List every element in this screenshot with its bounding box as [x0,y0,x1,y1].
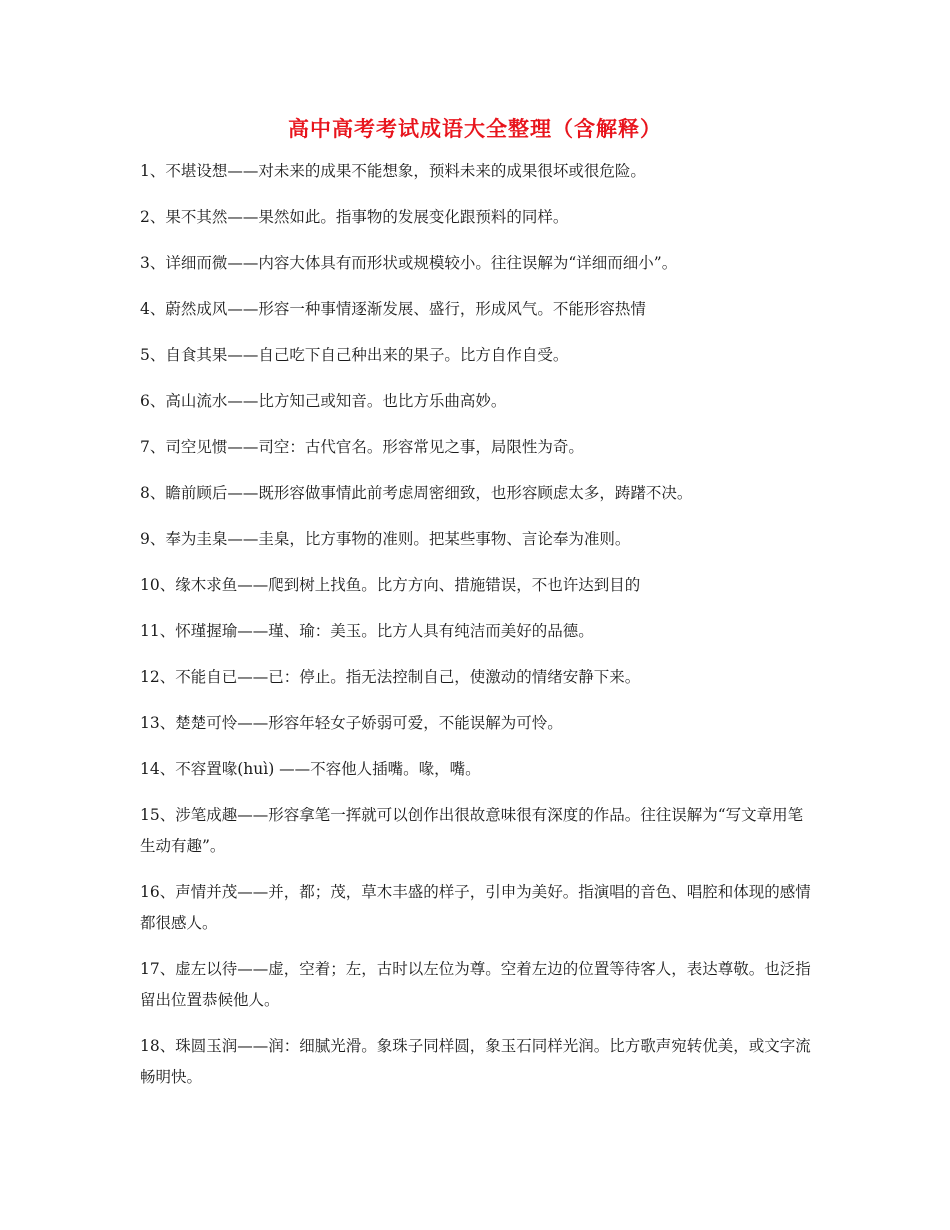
idiom-entry: 5、自食其果——自己吃下自己种出来的果子。比方自作自受。 [140,346,569,364]
idiom-entry: 9、奉为圭臬——圭臬，比方事物的准则。把某些事物、言论奉为准则。 [140,530,631,548]
idiom-entry: 10、缘木求鱼——爬到树上找鱼。比方方向、措施错误，不也许达到目的 [140,576,641,594]
idiom-entry: 7、司空见惯——司空：古代官名。形容常见之事，局限性为奇。 [140,438,584,456]
idiom-list [140,156,815,1108]
idiom-entry: 1、不堪设想——对未来的成果不能想象，预料未来的成果很坏或很危险。 [140,162,646,180]
idiom-entry: 16、声情并茂——并，都；茂，草木丰盛的样子，引申为美好。指演唱的音色、唱腔和体现的感情都很感人。 [140,883,811,932]
idiom-entry: 11、怀瑾握瑜——瑾、瑜：美玉。比方人具有纯洁而美好的品德。 [140,622,594,640]
idiom-entry: 6、高山流水——比方知己或知音。也比方乐曲高妙。 [140,392,507,410]
idiom-entry: 8、瞻前顾后——既形容做事情此前考虑周密细致，也形容顾虑太多，踌躇不决。 [140,484,693,502]
idiom-entry: 12、不能自已——已：停止。指无法控制自己，使激动的情绪安静下来。 [140,668,641,686]
idiom-entry: 3、详细而微——内容大体具有而形状或规模较小。往往误解为“详细而细小”。 [140,254,678,272]
idiom-entry: 2、果不其然——果然如此。指事物的发展变化跟预料的同样。 [140,208,569,226]
idiom-entry: 17、虚左以待——虚，空着；左，古时以左位为尊。空着左边的位置等待客人，表达尊敬。也泛指留出位置恭候他人。 [140,960,811,1009]
idiom-entry: 18、珠圆玉润——润：细腻光滑。象珠子同样圆，象玉石同样光润。比方歌声宛转优美，或文字流畅明快。 [140,1037,811,1086]
idiom-entry: 13、楚楚可怜——形容年轻女子娇弱可爱，不能误解为可怜。 [140,714,563,732]
idiom-entry: 14、不容置喙(huì) ——不容他人插嘴。喙，嘴。 [140,760,481,778]
idiom-entry: 4、蔚然成风——形容一种事情逐渐发展、盛行，形成风气。不能形容热情 [140,300,646,318]
idiom-entry: 15、涉笔成趣——形容拿笔一挥就可以创作出很故意味很有深度的作品。往往误解为“写文章用笔生动有趣”。 [140,806,804,855]
document-title: 高中高考考试成语大全整理（含解释） [288,117,662,141]
